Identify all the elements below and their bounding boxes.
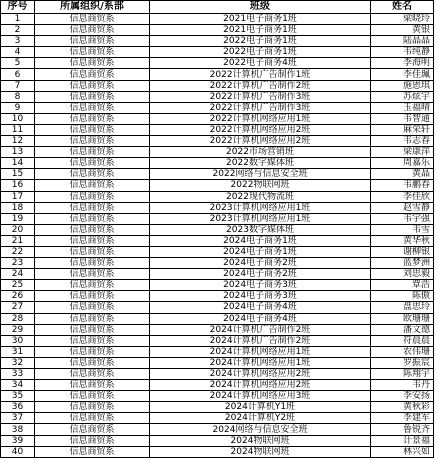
table-row bbox=[1, 14, 434, 25]
table-row bbox=[1, 346, 434, 357]
cell-index[interactable]: 37 bbox=[1, 413, 35, 424]
cell-class[interactable]: 2024计算机网络应用2班 bbox=[150, 369, 371, 380]
cell-dept[interactable]: 信息商贸系 bbox=[35, 313, 150, 324]
cell-dept[interactable]: 信息商贸系 bbox=[35, 335, 150, 346]
cell-name[interactable]: 周嘉乐 bbox=[371, 158, 434, 169]
cell-index[interactable]: 8 bbox=[1, 91, 35, 102]
cell-class[interactable]: 2024计算机广告制作2班 bbox=[150, 335, 371, 346]
cell-dept[interactable]: 信息商贸系 bbox=[35, 91, 150, 102]
table-row bbox=[1, 102, 434, 113]
table-header bbox=[1, 1, 434, 14]
cell-name[interactable]: 林兴如 bbox=[371, 446, 434, 457]
cell-dept[interactable]: 信息商贸系 bbox=[35, 169, 150, 180]
cell-dept[interactable]: 信息商贸系 bbox=[35, 136, 150, 147]
cell-class[interactable]: 2022计算机网络应用1班 bbox=[150, 113, 371, 124]
cell-index[interactable]: 35 bbox=[1, 391, 35, 402]
cell-index[interactable]: 5 bbox=[1, 58, 35, 69]
table-row bbox=[1, 369, 434, 380]
table-row bbox=[1, 291, 434, 302]
cell-class[interactable]: 2024计算机网络应用1班 bbox=[150, 357, 371, 368]
cell-name[interactable]: 黄晶 bbox=[371, 169, 434, 180]
cell-class[interactable]: 2024计算机Y2班 bbox=[150, 413, 371, 424]
header-class[interactable]: 班级 bbox=[150, 1, 371, 14]
table-row bbox=[1, 180, 434, 191]
cell-dept[interactable]: 信息商贸系 bbox=[35, 246, 150, 257]
table-row bbox=[1, 80, 434, 91]
cell-index[interactable]: 3 bbox=[1, 36, 35, 47]
table-row bbox=[1, 324, 434, 335]
cell-index[interactable]: 25 bbox=[1, 280, 35, 291]
cell-dept[interactable]: 信息商贸系 bbox=[35, 369, 150, 380]
cell-dept[interactable]: 信息商贸系 bbox=[35, 291, 150, 302]
cell-index[interactable]: 23 bbox=[1, 258, 35, 269]
table-row bbox=[1, 124, 434, 135]
cell-class[interactable]: 2022计算机网络应用2班 bbox=[150, 136, 371, 147]
cell-index[interactable]: 19 bbox=[1, 213, 35, 224]
table-row bbox=[1, 213, 434, 224]
cell-dept[interactable]: 信息商贸系 bbox=[35, 69, 150, 80]
cell-class[interactable]: 2024电子商务3班 bbox=[150, 291, 371, 302]
table-row bbox=[1, 313, 434, 324]
cell-index[interactable]: 32 bbox=[1, 357, 35, 368]
cell-class[interactable]: 2024计算机网络应用1班 bbox=[150, 346, 371, 357]
table-row bbox=[1, 246, 434, 257]
cell-name[interactable]: 韦纯静 bbox=[371, 47, 434, 58]
cell-name[interactable]: 韦丹 bbox=[371, 380, 434, 391]
cell-name[interactable]: 李海明 bbox=[371, 58, 434, 69]
cell-index[interactable]: 2 bbox=[1, 25, 35, 36]
cell-index[interactable]: 24 bbox=[1, 269, 35, 280]
cell-dept[interactable]: 信息商贸系 bbox=[35, 14, 150, 25]
cell-index[interactable]: 1 bbox=[1, 14, 35, 25]
cell-name[interactable]: 陈傲 bbox=[371, 291, 434, 302]
cell-class[interactable]: 2024物联网班 bbox=[150, 435, 371, 446]
cell-index[interactable]: 18 bbox=[1, 202, 35, 213]
table-row bbox=[1, 280, 434, 291]
cell-index[interactable]: 20 bbox=[1, 224, 35, 235]
cell-class[interactable]: 2022计算机广告制作3班 bbox=[150, 91, 371, 102]
cell-class[interactable]: 2022数字媒体班 bbox=[150, 158, 371, 169]
cell-dept[interactable]: 信息商贸系 bbox=[35, 124, 150, 135]
table-row bbox=[1, 136, 434, 147]
cell-name[interactable]: 梁康萍 bbox=[371, 147, 434, 158]
table-row bbox=[1, 413, 434, 424]
table-row bbox=[1, 424, 434, 435]
cell-index[interactable]: 27 bbox=[1, 302, 35, 313]
table-row bbox=[1, 113, 434, 124]
cell-name[interactable]: 韦宇强 bbox=[371, 213, 434, 224]
cell-class[interactable]: 2023计算机网络应用1班 bbox=[150, 213, 371, 224]
cell-dept[interactable]: 信息商贸系 bbox=[35, 113, 150, 124]
cell-dept[interactable]: 信息商贸系 bbox=[35, 391, 150, 402]
header-dept[interactable]: 所属组织/系部 bbox=[35, 1, 150, 14]
cell-class[interactable]: 2024计算机Y1班 bbox=[150, 402, 371, 413]
cell-class[interactable]: 2021电子商务1班 bbox=[150, 14, 371, 25]
cell-class[interactable]: 2023数字媒体班 bbox=[150, 224, 371, 235]
cell-class[interactable]: 2024电子商务4班 bbox=[150, 302, 371, 313]
cell-name[interactable]: 施恩琪 bbox=[371, 80, 434, 91]
header-index[interactable]: 序号 bbox=[1, 1, 35, 14]
cell-class[interactable]: 2022电子商务1班 bbox=[150, 47, 371, 58]
cell-index[interactable]: 38 bbox=[1, 424, 35, 435]
cell-class[interactable]: 2022电子商务4班 bbox=[150, 58, 371, 69]
cell-class[interactable]: 2023计算机网络应用1班 bbox=[150, 202, 371, 213]
cell-dept[interactable]: 信息商贸系 bbox=[35, 346, 150, 357]
cell-index[interactable]: 13 bbox=[1, 147, 35, 158]
cell-name[interactable]: 刘思毅 bbox=[371, 269, 434, 280]
cell-name[interactable]: 苏炫宇 bbox=[371, 91, 434, 102]
cell-index[interactable]: 12 bbox=[1, 136, 35, 147]
cell-index[interactable]: 11 bbox=[1, 124, 35, 135]
cell-index[interactable]: 22 bbox=[1, 246, 35, 257]
cell-name[interactable]: 蓝梦洲 bbox=[371, 258, 434, 269]
cell-class[interactable]: 2022计算机广告制作3班 bbox=[150, 102, 371, 113]
cell-index[interactable]: 29 bbox=[1, 324, 35, 335]
cell-class[interactable]: 2024电子商务4班 bbox=[150, 313, 371, 324]
cell-dept[interactable]: 信息商贸系 bbox=[35, 58, 150, 69]
cell-class[interactable]: 2022计算机广告制作2班 bbox=[150, 80, 371, 91]
cell-index[interactable]: 40 bbox=[1, 446, 35, 457]
cell-class[interactable]: 2024物联网班 bbox=[150, 446, 371, 457]
cell-index[interactable]: 39 bbox=[1, 435, 35, 446]
cell-name[interactable]: 农伟珊 bbox=[371, 346, 434, 357]
cell-class[interactable]: 2022物联网班 bbox=[150, 180, 371, 191]
table-row bbox=[1, 269, 434, 280]
table-row bbox=[1, 69, 434, 80]
table-row bbox=[1, 258, 434, 269]
cell-name[interactable]: 罗振宸 bbox=[371, 357, 434, 368]
cell-index[interactable]: 34 bbox=[1, 380, 35, 391]
cell-name[interactable]: 欧珊珊 bbox=[371, 313, 434, 324]
cell-dept[interactable]: 信息商贸系 bbox=[35, 235, 150, 246]
cell-name[interactable]: 盘思玲 bbox=[371, 302, 434, 313]
cell-name[interactable]: 符晨晨 bbox=[371, 335, 434, 346]
cell-index[interactable]: 30 bbox=[1, 335, 35, 346]
cell-dept[interactable]: 信息商贸系 bbox=[35, 102, 150, 113]
table-row bbox=[1, 380, 434, 391]
cell-dept[interactable]: 信息商贸系 bbox=[35, 224, 150, 235]
cell-dept[interactable]: 信息商贸系 bbox=[35, 25, 150, 36]
cell-class[interactable]: 2024电子商务2班 bbox=[150, 269, 371, 280]
cell-index[interactable]: 15 bbox=[1, 169, 35, 180]
table-row bbox=[1, 202, 434, 213]
table-row bbox=[1, 191, 434, 202]
cell-class[interactable]: 2024计算机广告制作2班 bbox=[150, 324, 371, 335]
table-row bbox=[1, 47, 434, 58]
cell-dept[interactable]: 信息商贸系 bbox=[35, 147, 150, 158]
table-row bbox=[1, 36, 434, 47]
table-row bbox=[1, 435, 434, 446]
cell-index[interactable]: 10 bbox=[1, 113, 35, 124]
cell-class[interactable]: 2021电子商务1班 bbox=[150, 25, 371, 36]
cell-index[interactable]: 31 bbox=[1, 346, 35, 357]
cell-index[interactable]: 33 bbox=[1, 369, 35, 380]
cell-name[interactable]: 潘文德 bbox=[371, 324, 434, 335]
header-name[interactable]: 姓名 bbox=[371, 1, 434, 14]
cell-index[interactable]: 4 bbox=[1, 47, 35, 58]
table-row bbox=[1, 391, 434, 402]
cell-class[interactable]: 2022计算机网络应用2班 bbox=[150, 124, 371, 135]
cell-name[interactable]: 韦雪 bbox=[371, 224, 434, 235]
cell-class[interactable]: 2024网络与信息安全班 bbox=[150, 424, 371, 435]
cell-dept[interactable]: 信息商贸系 bbox=[35, 191, 150, 202]
cell-class[interactable]: 2022电子商务1班 bbox=[150, 36, 371, 47]
cell-name[interactable]: 计景福 bbox=[371, 435, 434, 446]
cell-dept[interactable]: 信息商贸系 bbox=[35, 80, 150, 91]
cell-index[interactable]: 7 bbox=[1, 80, 35, 91]
table-row bbox=[1, 402, 434, 413]
table-row bbox=[1, 335, 434, 346]
table-row bbox=[1, 169, 434, 180]
cell-name[interactable]: 李建军 bbox=[371, 413, 434, 424]
cell-index[interactable]: 6 bbox=[1, 69, 35, 80]
table-row bbox=[1, 446, 434, 457]
cell-class[interactable]: 2022计算机广告制作1班 bbox=[150, 69, 371, 80]
table-row bbox=[1, 147, 434, 158]
cell-class[interactable]: 2024电子商务1班 bbox=[150, 235, 371, 246]
cell-class[interactable]: 2022市场营销班 bbox=[150, 147, 371, 158]
cell-dept[interactable]: 信息商贸系 bbox=[35, 213, 150, 224]
cell-name[interactable]: 韦智通 bbox=[371, 113, 434, 124]
cell-class[interactable]: 2024计算机网络应用3班 bbox=[150, 391, 371, 402]
cell-dept[interactable]: 信息商贸系 bbox=[35, 258, 150, 269]
cell-class[interactable]: 2024电子商务1班 bbox=[150, 246, 371, 257]
table-row bbox=[1, 25, 434, 36]
cell-name[interactable]: 黄银 bbox=[371, 25, 434, 36]
cell-index[interactable]: 14 bbox=[1, 158, 35, 169]
cell-name[interactable]: 李佳珮 bbox=[371, 69, 434, 80]
cell-class[interactable]: 2022现代物流班 bbox=[150, 191, 371, 202]
cell-name[interactable]: 李佳欣 bbox=[371, 191, 434, 202]
cell-name[interactable]: 黄秋彩 bbox=[371, 402, 434, 413]
cell-name[interactable]: 韦鹏春 bbox=[371, 180, 434, 191]
cell-dept[interactable]: 信息商贸系 bbox=[35, 47, 150, 58]
table-row bbox=[1, 91, 434, 102]
cell-name[interactable]: 梁晓玲 bbox=[371, 14, 434, 25]
table-row bbox=[1, 302, 434, 313]
cell-index[interactable]: 21 bbox=[1, 235, 35, 246]
cell-dept[interactable]: 信息商贸系 bbox=[35, 424, 150, 435]
cell-class[interactable]: 2024计算机网络应用2班 bbox=[150, 380, 371, 391]
table-body bbox=[1, 14, 434, 458]
cell-name[interactable]: 麻荣轩 bbox=[371, 124, 434, 135]
table-row bbox=[1, 58, 434, 69]
cell-name[interactable]: 鲁锐齐 bbox=[371, 424, 434, 435]
cell-index[interactable]: 9 bbox=[1, 102, 35, 113]
cell-name[interactable]: 陆晶晶 bbox=[371, 36, 434, 47]
table-row bbox=[1, 235, 434, 246]
cell-dept[interactable]: 信息商贸系 bbox=[35, 435, 150, 446]
cell-name[interactable]: 韦志春 bbox=[371, 136, 434, 147]
cell-index[interactable]: 16 bbox=[1, 180, 35, 191]
cell-name[interactable]: 赵雪静 bbox=[371, 202, 434, 213]
cell-dept[interactable]: 信息商贸系 bbox=[35, 380, 150, 391]
table-row bbox=[1, 158, 434, 169]
cell-name[interactable]: 覃浩 bbox=[371, 280, 434, 291]
cell-class[interactable]: 2022网络与信息安全班 bbox=[150, 169, 371, 180]
cell-dept[interactable]: 信息商贸系 bbox=[35, 446, 150, 457]
cell-index[interactable]: 36 bbox=[1, 402, 35, 413]
cell-dept[interactable]: 信息商贸系 bbox=[35, 202, 150, 213]
cell-index[interactable]: 28 bbox=[1, 313, 35, 324]
cell-dept[interactable]: 信息商贸系 bbox=[35, 36, 150, 47]
cell-index[interactable]: 26 bbox=[1, 291, 35, 302]
table-row bbox=[1, 224, 434, 235]
cell-name[interactable]: 陈翔宇 bbox=[371, 369, 434, 380]
cell-name[interactable]: 谢柳银 bbox=[371, 246, 434, 257]
cell-class[interactable]: 2024电子商务2班 bbox=[150, 258, 371, 269]
cell-class[interactable]: 2024电子商务3班 bbox=[150, 280, 371, 291]
header-row bbox=[1, 1, 434, 14]
cell-name[interactable]: 黄华秋 bbox=[371, 235, 434, 246]
cell-dept[interactable]: 信息商贸系 bbox=[35, 413, 150, 424]
cell-name[interactable]: 玉福晴 bbox=[371, 102, 434, 113]
cell-dept[interactable]: 信息商贸系 bbox=[35, 280, 150, 291]
cell-dept[interactable]: 信息商贸系 bbox=[35, 324, 150, 335]
cell-dept[interactable]: 信息商贸系 bbox=[35, 180, 150, 191]
cell-dept[interactable]: 信息商贸系 bbox=[35, 357, 150, 368]
cell-name[interactable]: 李安扬 bbox=[371, 391, 434, 402]
table-row bbox=[1, 357, 434, 368]
cell-dept[interactable]: 信息商贸系 bbox=[35, 269, 150, 280]
cell-dept[interactable]: 信息商贸系 bbox=[35, 158, 150, 169]
cell-dept[interactable]: 信息商贸系 bbox=[35, 302, 150, 313]
cell-index[interactable]: 17 bbox=[1, 191, 35, 202]
cell-dept[interactable]: 信息商贸系 bbox=[35, 402, 150, 413]
